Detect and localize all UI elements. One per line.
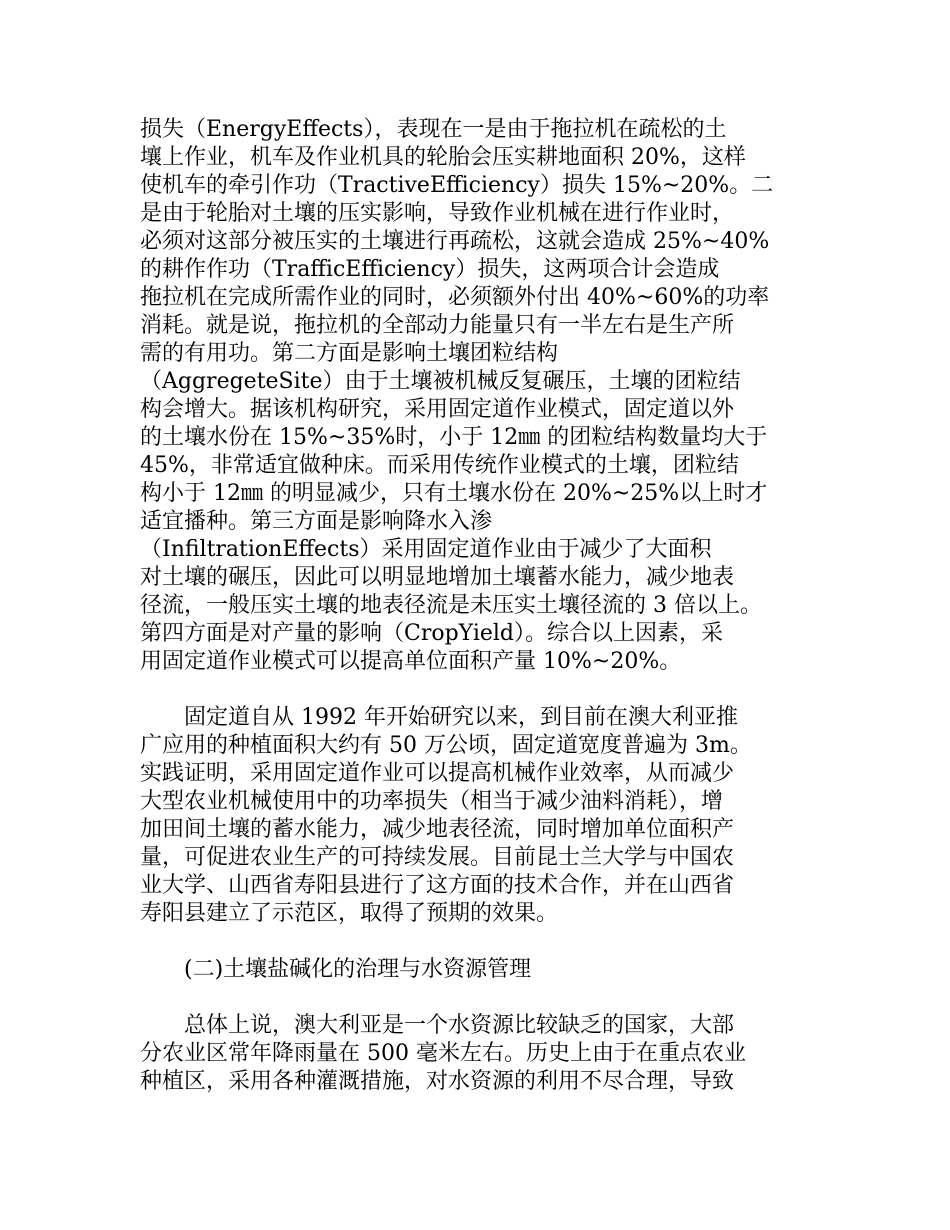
text-line: 是由于轮胎对土壤的压实影响，导致作业机械在进行作业时， [140, 201, 735, 226]
text-line: 消耗。就是说，拖拉机的全部动力能量只有一半左右是生产所 [140, 313, 735, 338]
text-line: 构小于 12㎜ 的明显减少，只有土壤水份在 20%~25%以上时才 [140, 481, 768, 506]
document-page [140, 116, 804, 1096]
text-line: 种植区，采用各种灌溉措施，对水资源的利用不尽合理，导致 [140, 1069, 735, 1094]
paragraph-gap [140, 928, 804, 956]
text-line: 壤上作业，机车及作业机具的轮胎会压实耕地面积 20%，这样 [140, 145, 746, 170]
text-line: 大型农业机械使用中的功率损失（相当于减少油料消耗），增 [140, 789, 724, 814]
text-line: （InfiltrationEffects）采用固定道作业由于减少了大面积 [140, 537, 712, 562]
text-line: 加田间土壤的蓄水能力，减少地表径流，同时增加单位面积产 [140, 817, 735, 842]
text-line: 分农业区常年降雨量在 500 毫米左右。历史上由于在重点农业 [140, 1041, 746, 1066]
text-line: 广应用的种植面积大约有 50 万公顷，固定道宽度普遍为 3m。 [140, 733, 752, 758]
text-line: 的耕作作功（TrafficEfficiency）损失，这两项合计会造成 [140, 257, 720, 282]
paragraph-gap [140, 676, 804, 704]
text-line: 用固定道作业模式可以提高单位面积产量 10%~20%。 [140, 649, 682, 674]
text-line: 使机车的牵引作功（TractiveEfficiency）损失 15%~20%。二 [140, 173, 774, 198]
text-line: 45%，非常适宜做种床。而采用传统作业模式的土壤，团粒结 [140, 453, 739, 478]
text-line: 固定道自从 1992 年开始研究以来，到目前在澳大利亚推 [140, 705, 738, 730]
text-line: 适宜播种。第三方面是影响降水入渗 [140, 509, 493, 534]
text-line: 业大学、山西省寿阳县进行了这方面的技术合作，并在山西省 [140, 873, 735, 898]
paragraph-soil-compaction [140, 116, 804, 676]
text-line: 损失（EnergyEffects），表现在一是由于拖拉机在疏松的土 [140, 117, 727, 142]
paragraph-fixed-track [140, 704, 804, 928]
text-line: 的土壤水份在 15%~35%时，小于 12㎜ 的团粒结构数量均大于 [140, 425, 768, 450]
text-line: 径流，一般压实土壤的地表径流是未压实土壤径流的 3 倍以上。 [140, 593, 762, 618]
text-line: 拖拉机在完成所需作业的同时，必须额外付出 40%~60%的功率 [140, 285, 770, 310]
text-line: （AggregeteSite）由于土壤被机械反复碾压，土壤的团粒结 [140, 369, 741, 394]
text-line: 寿阳县建立了示范区，取得了预期的效果。 [140, 901, 559, 926]
text-line: 需的有用功。第二方面是影响土壤团粒结构 [140, 341, 559, 366]
text-line: 量，可促进农业生产的可持续发展。目前昆士兰大学与中国农 [140, 845, 735, 870]
section-heading [140, 956, 804, 984]
text-line: 实践证明，采用固定道作业可以提高机械作业效率，从而减少 [140, 761, 735, 786]
text-line: 第四方面是对产量的影响（CropYield）。综合以上因素，采 [140, 621, 723, 646]
paragraph-gap [140, 984, 804, 1012]
paragraph-water-resources [140, 1012, 804, 1096]
text-line: 对土壤的碾压，因此可以明显地增加土壤蓄水能力，减少地表 [140, 565, 735, 590]
heading-line: (二)土壤盐碱化的治理与水资源管理 [140, 957, 532, 982]
text-line: 总体上说，澳大利亚是一个水资源比较缺乏的国家，大部 [140, 1013, 735, 1038]
text-line: 必须对这部分被压实的土壤进行再疏松，这就会造成 25%~40% [140, 229, 770, 254]
text-line: 构会增大。据该机构研究，采用固定道作业模式，固定道以外 [140, 397, 735, 422]
